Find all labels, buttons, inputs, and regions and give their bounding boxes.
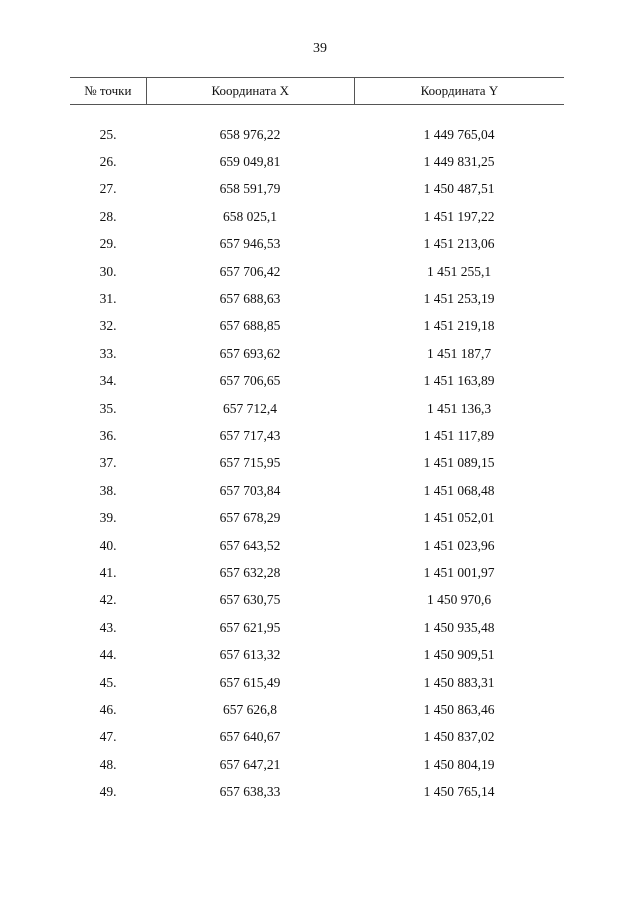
point-number-cell: 35. xyxy=(99,400,117,416)
coordinate-y-cell: 1 451 001,97 xyxy=(423,564,495,580)
table-row xyxy=(70,148,564,175)
coordinate-y-cell: 1 450 837,02 xyxy=(423,729,495,745)
point-number-cell: 27. xyxy=(99,181,117,197)
coordinate-y-cell: 1 451 052,01 xyxy=(423,510,495,526)
table-row xyxy=(70,778,564,805)
point-number-cell: 28. xyxy=(99,208,117,224)
coordinate-x-cell: 657 706,65 xyxy=(219,373,281,389)
point-number-cell: 43. xyxy=(99,619,117,635)
table-row xyxy=(70,285,564,312)
point-number-cell: 46. xyxy=(99,701,117,717)
coordinate-y-cell: 1 450 935,48 xyxy=(423,619,495,635)
coordinate-y-cell: 1 451 219,18 xyxy=(423,318,495,334)
point-number-cell: 32. xyxy=(99,318,117,334)
point-number-cell: 29. xyxy=(99,236,117,252)
coordinate-x-cell: 657 638,33 xyxy=(219,784,281,800)
coordinate-y-cell: 1 451 023,96 xyxy=(423,537,495,553)
table-row xyxy=(70,313,564,340)
point-number-cell: 30. xyxy=(99,263,117,279)
coordinate-x-cell: 659 049,81 xyxy=(219,154,281,170)
table-row xyxy=(70,532,564,559)
coordinate-x-cell: 657 688,63 xyxy=(219,291,281,307)
coordinate-y-cell: 1 450 487,51 xyxy=(423,181,495,197)
coordinate-x-cell: 657 613,32 xyxy=(219,647,281,663)
table-row xyxy=(70,504,564,531)
point-number-cell: 49. xyxy=(99,784,117,800)
coordinate-y-cell: 1 449 831,25 xyxy=(423,154,495,170)
point-number-cell: 45. xyxy=(99,674,117,690)
point-number-cell: 36. xyxy=(99,427,117,443)
coordinate-x-cell: 657 717,43 xyxy=(219,427,281,443)
coordinate-y-cell: 1 451 197,22 xyxy=(423,208,495,224)
table-row xyxy=(70,231,564,258)
coordinate-y-cell: 1 450 804,19 xyxy=(423,756,495,772)
coordinate-x-cell: 657 688,85 xyxy=(219,318,281,334)
table-row xyxy=(70,340,564,367)
coordinate-x-cell: 657 706,42 xyxy=(219,263,281,279)
table-row xyxy=(70,395,564,422)
header-coordinate-x: Координата X xyxy=(146,78,354,104)
table-row xyxy=(70,422,564,449)
coordinate-y-cell: 1 451 136,3 xyxy=(426,400,492,416)
coordinate-x-cell: 658 976,22 xyxy=(219,126,281,142)
table-row xyxy=(70,176,564,203)
coordinate-y-cell: 1 451 089,15 xyxy=(423,455,495,471)
point-number-cell: 31. xyxy=(99,291,117,307)
coordinate-y-cell: 1 451 253,19 xyxy=(423,291,495,307)
table-row xyxy=(70,587,564,614)
coordinate-y-cell: 1 449 765,04 xyxy=(423,126,495,142)
point-number-cell: 37. xyxy=(99,455,117,471)
coordinate-x-cell: 657 630,75 xyxy=(219,592,281,608)
table-row xyxy=(70,641,564,668)
point-number-cell: 38. xyxy=(99,482,117,498)
table-row xyxy=(70,614,564,641)
table-row xyxy=(70,669,564,696)
coordinate-x-cell: 657 703,84 xyxy=(219,482,281,498)
table-row xyxy=(70,751,564,778)
coordinate-y-cell: 1 450 970,6 xyxy=(426,592,492,608)
point-number-cell: 42. xyxy=(99,592,117,608)
coordinate-y-cell: 1 451 213,06 xyxy=(423,236,495,252)
coordinate-y-cell: 1 451 068,48 xyxy=(423,482,495,498)
point-number-cell: 41. xyxy=(99,564,117,580)
coordinates-table xyxy=(70,77,564,806)
point-number-cell: 48. xyxy=(99,756,117,772)
table-row xyxy=(70,696,564,723)
table-body xyxy=(70,105,564,806)
point-number-cell: 25. xyxy=(99,126,117,142)
coordinate-x-cell: 657 640,67 xyxy=(219,729,281,745)
point-number-cell: 33. xyxy=(99,345,117,361)
table-row xyxy=(70,121,564,148)
table-row xyxy=(70,724,564,751)
coordinate-x-cell: 657 693,62 xyxy=(219,345,281,361)
table-row xyxy=(70,203,564,230)
coordinate-x-cell: 657 715,95 xyxy=(219,455,281,471)
point-number-cell: 40. xyxy=(99,537,117,553)
coordinate-y-cell: 1 450 765,14 xyxy=(423,784,495,800)
coordinate-x-cell: 657 615,49 xyxy=(219,674,281,690)
coordinate-y-cell: 1 451 255,1 xyxy=(426,263,492,279)
header-coordinate-y: Координата Y xyxy=(354,78,564,104)
table-row xyxy=(70,450,564,477)
coordinate-y-cell: 1 451 163,89 xyxy=(423,373,495,389)
point-number-cell: 47. xyxy=(99,729,117,745)
point-number-cell: 34. xyxy=(99,373,117,389)
coordinate-x-cell: 658 591,79 xyxy=(219,181,281,197)
coordinate-x-cell: 657 626,8 xyxy=(223,701,277,717)
coordinate-y-cell: 1 450 863,46 xyxy=(423,701,495,717)
coordinate-x-cell: 657 643,52 xyxy=(219,537,281,553)
point-number-cell: 26. xyxy=(99,154,117,170)
table-row xyxy=(70,258,564,285)
coordinate-x-cell: 657 632,28 xyxy=(219,564,281,580)
coordinate-y-cell: 1 450 909,51 xyxy=(423,647,495,663)
coordinate-x-cell: 657 678,29 xyxy=(219,510,281,526)
table-row xyxy=(70,477,564,504)
coordinate-x-cell: 657 647,21 xyxy=(219,756,281,772)
table-header xyxy=(70,77,564,105)
point-number-cell: 39. xyxy=(99,510,117,526)
coordinate-x-cell: 657 712,4 xyxy=(223,400,277,416)
header-point-number: № точки xyxy=(84,83,132,98)
page-number: 39 xyxy=(313,41,327,56)
coordinate-y-cell: 1 451 117,89 xyxy=(423,427,495,443)
coordinate-x-cell: 658 025,1 xyxy=(223,208,277,224)
coordinate-y-cell: 1 451 187,7 xyxy=(426,345,492,361)
table-row xyxy=(70,368,564,395)
coordinate-x-cell: 657 621,95 xyxy=(219,619,281,635)
table-row xyxy=(70,559,564,586)
coordinate-x-cell: 657 946,53 xyxy=(219,236,281,252)
point-number-cell: 44. xyxy=(99,647,117,663)
coordinate-y-cell: 1 450 883,31 xyxy=(423,674,495,690)
